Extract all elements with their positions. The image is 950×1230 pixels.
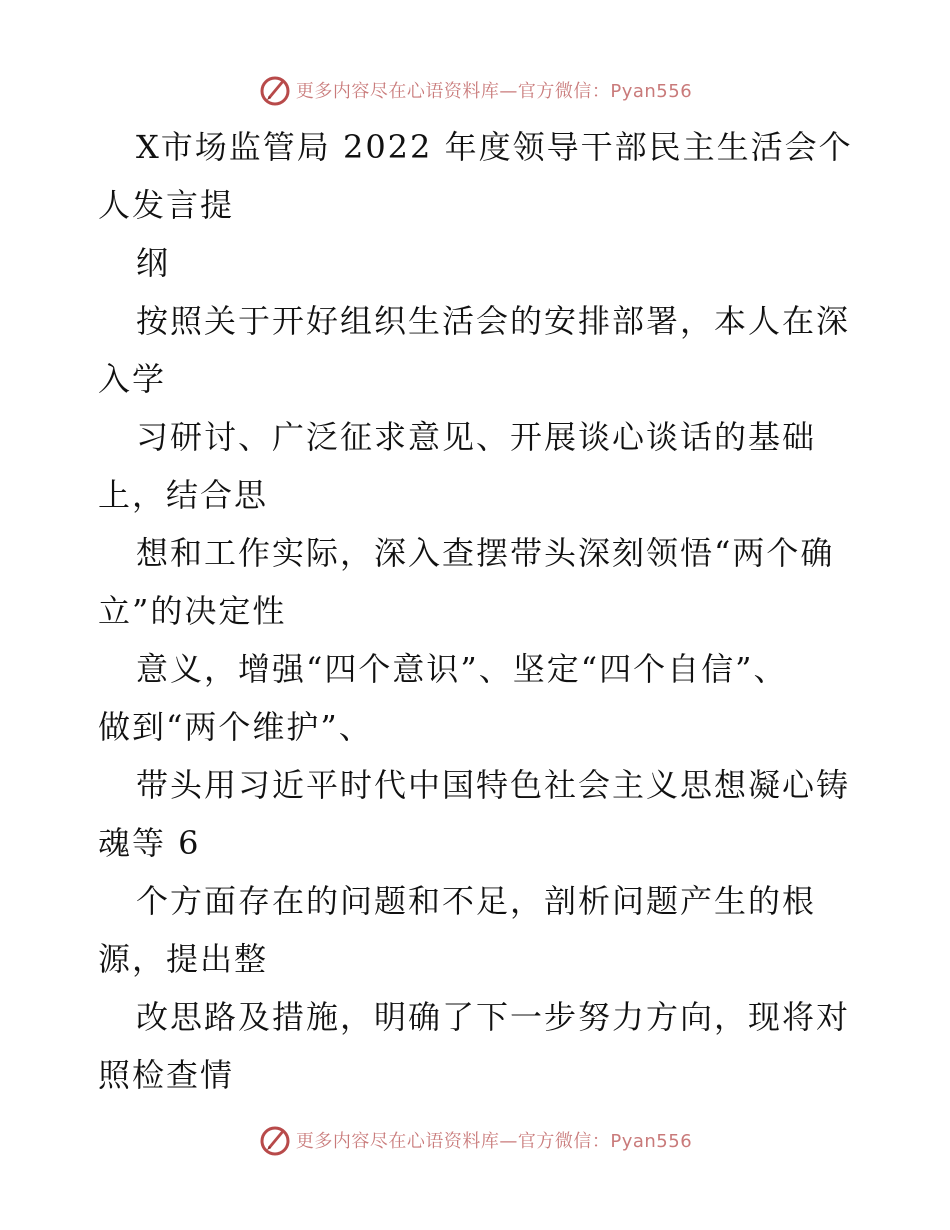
text-line: 带头用习近平时代中国特色社会主义思想凝心铸 — [136, 766, 851, 804]
text-line: 人发言提 — [98, 186, 235, 224]
watermark-text: 更多内容尽在心语资料库—官方微信：Pyan556 — [295, 81, 693, 102]
text-line: 习研讨、广泛征求意见、开展谈心谈话的基础 — [136, 418, 817, 456]
text-line: 魂等 6 — [98, 824, 201, 862]
text-line: X市场监管局 2022 年度领导干部民主生活会个 — [136, 128, 853, 166]
quill-logo-icon — [258, 1123, 292, 1157]
text-line: 上，结合思 — [98, 476, 269, 514]
text-line: 做到“两个维护”、 — [98, 708, 373, 746]
text-line: 纲 — [136, 244, 171, 282]
text-line: 立”的决定性 — [98, 592, 287, 630]
text-line: 按照关于开好组织生活会的安排部署，本人在深 — [136, 302, 851, 340]
text-line: 想和工作实际，深入查摆带头深刻领悟“两个确 — [136, 534, 835, 572]
text-line: 意义，增强“四个意识”、坚定“四个自信”、 — [136, 650, 788, 688]
document-body — [0, 118, 950, 1104]
text-line: 个方面存在的问题和不足，剖析问题产生的根 — [136, 882, 817, 920]
header-watermark — [0, 70, 950, 110]
footer-watermark — [0, 1120, 950, 1160]
watermark-text: 更多内容尽在心语资料库—官方微信：Pyan556 — [295, 1131, 693, 1152]
quill-logo-icon — [258, 73, 292, 107]
text-line: 入学 — [98, 360, 167, 398]
text-line: 源，提出整 — [98, 940, 269, 978]
text-line: 改思路及措施，明确了下一步努力方向，现将对 — [136, 998, 851, 1036]
text-line: 照检查情 — [98, 1056, 235, 1094]
